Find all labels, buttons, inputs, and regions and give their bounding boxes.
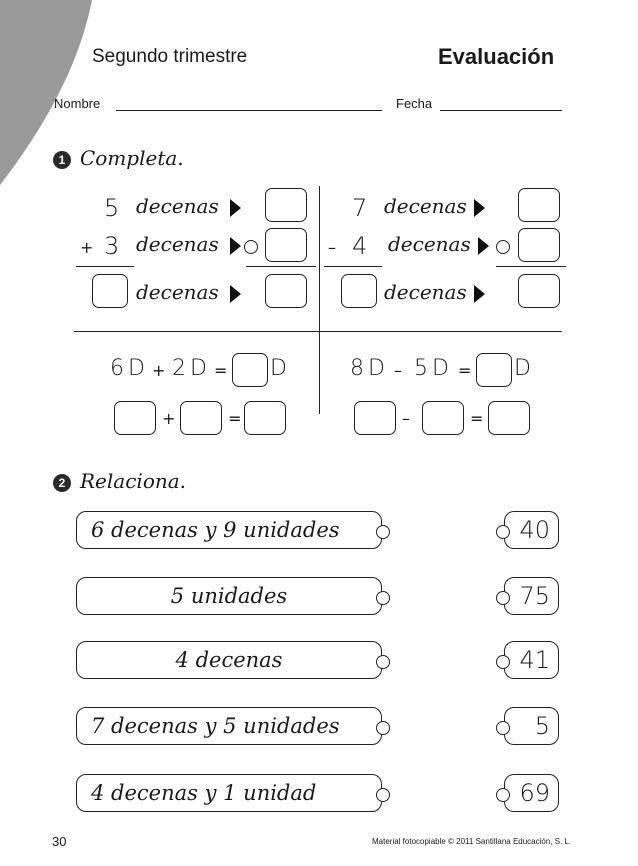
answer-box[interactable] [92, 274, 128, 308]
page-title: Evaluación [438, 44, 555, 69]
decenas-label: decenas [384, 194, 467, 218]
match-dot[interactable] [376, 721, 390, 735]
left-top-digit: 5 [104, 194, 120, 222]
eq-right-a: 8 [350, 356, 364, 381]
row-right-op: – [402, 409, 410, 428]
match-dot[interactable] [496, 655, 510, 669]
answer-box[interactable] [180, 401, 222, 435]
arrow-icon [230, 237, 241, 255]
answer-box[interactable] [244, 401, 286, 435]
answer-box[interactable] [232, 353, 268, 387]
eq-left-unit-b: D [190, 356, 207, 381]
sum-line [76, 266, 134, 267]
number-card[interactable]: 41 [504, 641, 559, 679]
page-number: 30 [52, 834, 67, 849]
row-right-equals: = [470, 409, 484, 428]
operator-circle[interactable] [496, 240, 510, 254]
section-2-title: Relaciona. [80, 469, 187, 493]
sum-line [246, 266, 316, 267]
number-card[interactable]: 40 [504, 511, 559, 549]
difference-line [324, 266, 382, 267]
decenas-label: decenas [136, 232, 219, 256]
eq-left-a: 6 [110, 356, 124, 381]
eq-right-b: 5 [414, 356, 428, 381]
date-label: Fecha [396, 96, 433, 111]
answer-box[interactable] [265, 228, 307, 262]
answer-box[interactable] [265, 188, 307, 222]
phrase-text: 4 decenas [175, 648, 283, 672]
arrow-icon [230, 199, 241, 217]
answer-box[interactable] [265, 274, 307, 308]
arrow-icon [230, 285, 241, 303]
match-dot[interactable] [376, 591, 390, 605]
phrase-card[interactable] [76, 641, 382, 679]
arrow-icon [474, 199, 485, 217]
eq-left-equals: = [214, 361, 228, 380]
eq-right-equals: = [458, 361, 472, 380]
plus-sign: + [80, 238, 94, 257]
minus-sign: – [328, 238, 336, 257]
match-dot[interactable] [376, 655, 390, 669]
phrase-card[interactable] [76, 511, 382, 549]
operator-circle[interactable] [244, 240, 258, 254]
decenas-label: decenas [136, 280, 219, 304]
left-second-digit: 3 [104, 232, 120, 260]
match-dot[interactable] [496, 591, 510, 605]
section-1-number: 1 [53, 151, 71, 169]
row-left-op: + [162, 409, 176, 428]
answer-box[interactable] [518, 274, 560, 308]
number-card[interactable]: 5 [504, 707, 559, 745]
section-1-title: Completa. [80, 146, 184, 170]
eq-right-unit-b: D [432, 356, 449, 381]
trimester-label: Segundo trimestre [92, 46, 248, 67]
eq-left-op: + [152, 361, 166, 380]
phrase-text: 7 decenas y 5 unidades [91, 714, 340, 738]
difference-line [496, 266, 566, 267]
copyright-notice: Material fotocopiable © 2011 Santillana Educación, S. L. [372, 837, 572, 846]
answer-box[interactable] [354, 401, 396, 435]
match-dot[interactable] [376, 525, 390, 539]
eq-right-unit-result: D [514, 356, 531, 381]
answer-box[interactable] [518, 188, 560, 222]
phrase-card[interactable] [76, 707, 382, 745]
name-label: Nombre [54, 96, 101, 111]
match-dot[interactable] [496, 525, 510, 539]
vertical-divider [319, 186, 320, 414]
eq-right-unit-a: D [368, 356, 385, 381]
row-left-equals: = [228, 409, 242, 428]
answer-box[interactable] [518, 228, 560, 262]
right-second-digit: 4 [352, 232, 368, 260]
answer-box[interactable] [476, 353, 512, 387]
eq-left-unit-result: D [270, 356, 287, 381]
arrow-icon [474, 285, 485, 303]
eq-left-unit-a: D [128, 356, 145, 381]
eq-left-b: 2 [172, 356, 186, 381]
answer-box[interactable] [341, 274, 377, 308]
decenas-label: decenas [384, 280, 467, 304]
answer-box[interactable] [422, 401, 464, 435]
name-field[interactable] [116, 110, 382, 111]
decenas-label: decenas [388, 232, 471, 256]
phrase-text: 4 decenas y 1 unidad [91, 781, 317, 805]
match-dot[interactable] [496, 788, 510, 802]
section-2-number: 2 [53, 474, 71, 492]
answer-box[interactable] [114, 401, 156, 435]
phrase-text: 6 decenas y 9 unidades [91, 518, 340, 542]
phrase-card[interactable] [76, 774, 382, 812]
match-dot[interactable] [496, 721, 510, 735]
right-top-digit: 7 [352, 194, 368, 222]
horizontal-divider [74, 331, 562, 332]
match-dot[interactable] [376, 788, 390, 802]
answer-box[interactable] [488, 401, 530, 435]
phrase-card[interactable] [76, 577, 382, 615]
phrase-text: 5 unidades [170, 584, 288, 608]
date-field[interactable] [440, 110, 562, 111]
decenas-label: decenas [136, 194, 219, 218]
number-card[interactable]: 69 [504, 774, 559, 812]
arrow-icon [478, 237, 489, 255]
eq-right-op: – [394, 361, 402, 380]
number-card[interactable]: 75 [504, 577, 559, 615]
